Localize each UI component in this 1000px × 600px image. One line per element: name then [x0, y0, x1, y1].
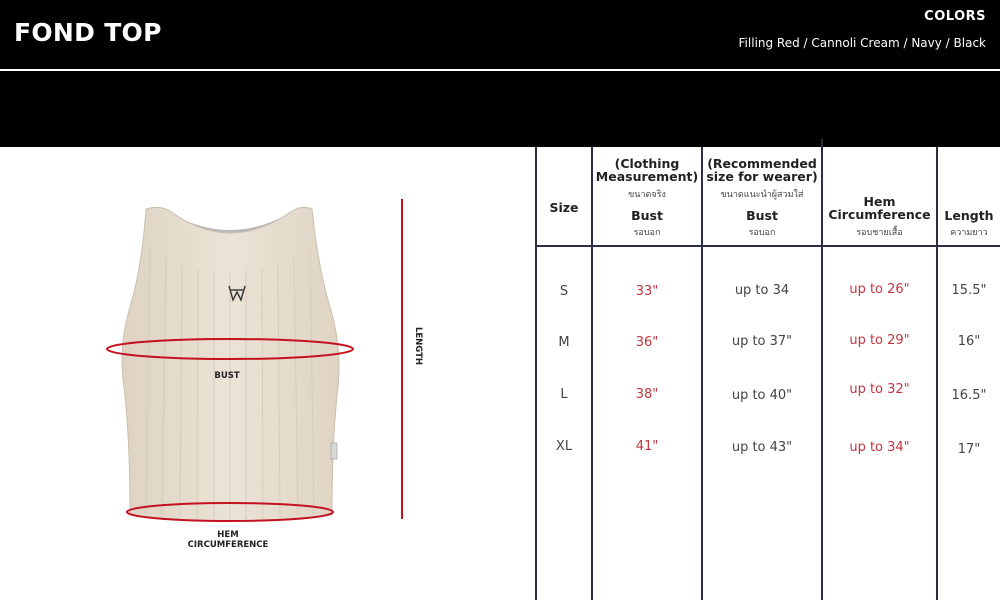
header-bust-thai: รอบอก — [633, 228, 661, 238]
cell-hem: up to 29" — [849, 333, 910, 348]
header-bust: Bust — [631, 208, 663, 223]
cell-bust: 38" — [635, 387, 659, 402]
colors-list: Filling Red / Cannoli Cream / Navy / Black — [738, 36, 986, 50]
size-chart-table — [535, 147, 1000, 600]
cell-bust: 41" — [635, 439, 659, 454]
product-illustration — [0, 147, 535, 600]
header-bust: Bust — [746, 208, 778, 223]
hem-label-line1: HEM — [217, 530, 239, 540]
header-recommended-line2: size for wearer) — [706, 169, 818, 184]
cell-size: S — [559, 284, 569, 299]
cell-recommended: up to 40" — [731, 388, 793, 403]
column-length — [938, 147, 1000, 600]
hem-label-line2: CIRCUMFERENCE — [187, 540, 269, 550]
bust-label: BUST — [214, 371, 240, 381]
cell-bust: 36" — [635, 335, 659, 350]
cell-bust: 33" — [635, 284, 659, 299]
cell-length: 17" — [957, 442, 981, 457]
header-recommended-thai: ขนาดแนะนำผู้สวมใส่ — [720, 190, 804, 200]
header-bar — [0, 0, 1000, 147]
header-clothing-thai: ขนาดจริง — [628, 190, 666, 200]
header-length: Length — [944, 208, 994, 223]
side-tag — [331, 443, 337, 459]
cell-length: 16.5" — [951, 388, 987, 403]
header-clothing-line1: (Clothing — [614, 156, 680, 171]
product-title: FOND TOP — [14, 18, 162, 47]
cell-size: M — [558, 335, 570, 350]
column-clothing-bust — [593, 147, 701, 600]
header-size: Size — [549, 200, 579, 215]
cell-hem: up to 34" — [849, 440, 910, 455]
header-bust-thai: รอบอก — [748, 228, 776, 238]
header-clothing-line2: Measurement) — [595, 169, 699, 184]
cell-recommended: up to 37" — [731, 334, 793, 349]
column-size — [537, 147, 591, 600]
cell-hem: up to 32" — [849, 382, 910, 397]
cell-length: 15.5" — [951, 283, 987, 298]
cell-recommended: up to 43" — [731, 440, 793, 455]
cell-hem: up to 26" — [849, 282, 910, 297]
header-divider — [0, 69, 1000, 71]
cell-length: 16" — [957, 334, 981, 349]
header-recommended-line1: (Recommended — [707, 156, 817, 171]
colors-heading: COLORS — [924, 9, 986, 24]
header-length-thai: ความยาว — [950, 228, 988, 238]
header-hem-thai: รอบชายเสื้อ — [856, 228, 903, 238]
cell-recommended: up to 34 — [734, 283, 790, 298]
cell-size: XL — [555, 439, 573, 454]
length-label: LENGTH — [413, 326, 423, 366]
header-hem-line2: Circumference — [828, 207, 931, 222]
cell-size: L — [560, 387, 568, 402]
column-recommended-bust — [703, 147, 821, 600]
header-hem-line1: Hem — [863, 194, 896, 209]
hem-label — [168, 530, 288, 550]
column-hem — [823, 147, 936, 600]
